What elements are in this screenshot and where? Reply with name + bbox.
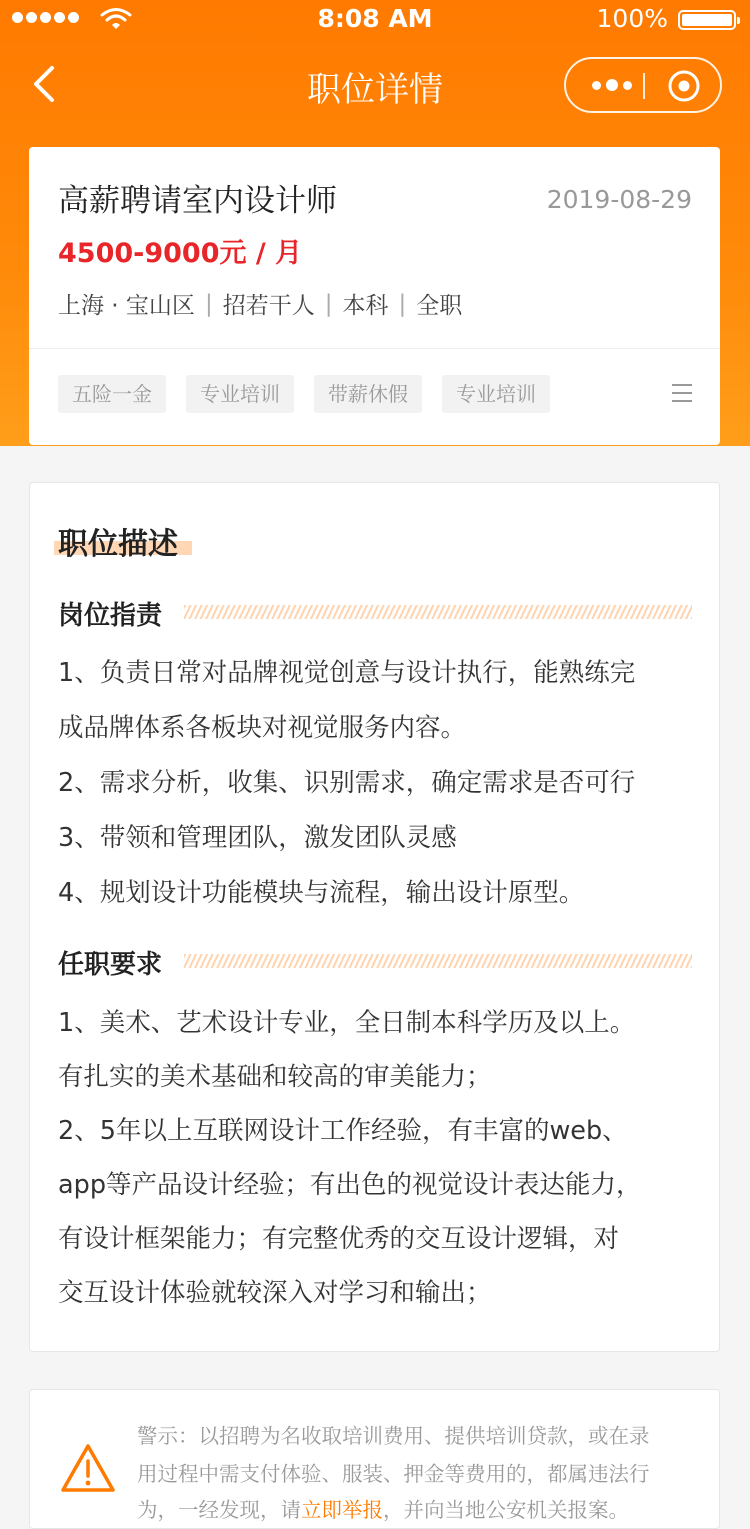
more-options-icon[interactable]	[586, 73, 638, 97]
battery-icon	[678, 10, 736, 30]
page-title: 职位详情	[307, 70, 443, 110]
warning-text	[137, 1493, 629, 1523]
responsibility-line: 成品牌体系各板块对视觉服务内容。	[58, 713, 467, 743]
requirement-line: 1、美术、艺术设计专业，全日制本科学历及以上。	[58, 1008, 636, 1038]
benefit-tag: 专业培训	[442, 375, 550, 413]
warning-text: 警示：以招聘为名收取培训费用、提供培训贷款，或在录	[137, 1424, 650, 1448]
responsibilities-title: 岗位指责	[58, 601, 163, 631]
job-type: 全职	[416, 293, 463, 319]
benefit-tags	[58, 375, 550, 413]
mini-program-capsule	[564, 57, 722, 113]
requirement-line: 有设计框架能力；有完整优秀的交互设计逻辑，对	[58, 1224, 620, 1254]
meta-divider: |	[324, 290, 333, 317]
report-link[interactable]: 立即举报	[301, 1498, 383, 1522]
description-heading	[58, 519, 178, 563]
benefit-tag: 专业培训	[186, 375, 294, 413]
requirement-line: 交互设计体验就较深入对学习和输出；	[58, 1278, 492, 1308]
warning-text-suffix: ，并向当地公安机关报案。	[383, 1498, 629, 1522]
responsibility-line: 3、带领和管理团队，激发团队灵感	[58, 823, 457, 853]
post-date: 2019-08-29	[546, 185, 692, 214]
warning-text: 用过程中需支付体验、服装、押金等费用的，都属违法行	[137, 1462, 650, 1486]
battery-percentage: 100%	[596, 4, 668, 33]
description-title: 职位描述	[58, 527, 178, 562]
meta-divider: |	[204, 290, 213, 317]
capsule-divider	[643, 73, 645, 99]
section-stripe	[184, 954, 692, 968]
responsibility-line: 1、负责日常对品牌视觉创意与设计执行，能熟练完	[58, 658, 636, 688]
requirement-line: app等产品设计经验；有出色的视觉设计表达能力，	[58, 1170, 642, 1200]
job-headcount: 招若干人	[222, 293, 315, 319]
responsibility-line: 2、需求分析，收集、识别需求，确定需求是否可行	[58, 768, 636, 798]
requirement-line: 有扎实的美术基础和较高的审美能力；	[58, 1062, 492, 1092]
requirements-title: 任职要求	[58, 950, 163, 980]
benefit-tag: 五险一金	[58, 375, 166, 413]
warning-text-prefix: 为，一经发现，请	[137, 1498, 301, 1522]
requirement-line: 2、5年以上互联网设计工作经验，有丰富的web、	[58, 1116, 628, 1146]
benefit-tag: 带薪休假	[314, 375, 422, 413]
job-meta	[58, 287, 462, 320]
salary: 4500-9000元 / 月	[58, 238, 303, 269]
meta-divider: |	[398, 290, 407, 317]
job-summary-card	[29, 147, 720, 445]
section-stripe	[184, 605, 692, 619]
status-time: 8:08 AM	[317, 4, 433, 33]
job-title: 高薪聘请室内设计师	[58, 183, 337, 219]
job-education: 本科	[342, 293, 389, 319]
fraud-warning-card	[29, 1389, 720, 1529]
responsibility-line: 4、规划设计功能模块与流程，输出设计原型。	[58, 878, 585, 908]
tags-menu-icon[interactable]	[671, 383, 693, 403]
status-bar	[0, 0, 750, 40]
close-target-icon[interactable]	[667, 69, 701, 103]
warning-triangle-icon	[60, 1443, 116, 1493]
requirements-header	[58, 944, 692, 980]
job-description-card	[29, 482, 720, 1352]
card-divider	[29, 348, 720, 349]
responsibilities-header	[58, 595, 692, 631]
job-location: 上海 · 宝山区	[58, 293, 195, 319]
